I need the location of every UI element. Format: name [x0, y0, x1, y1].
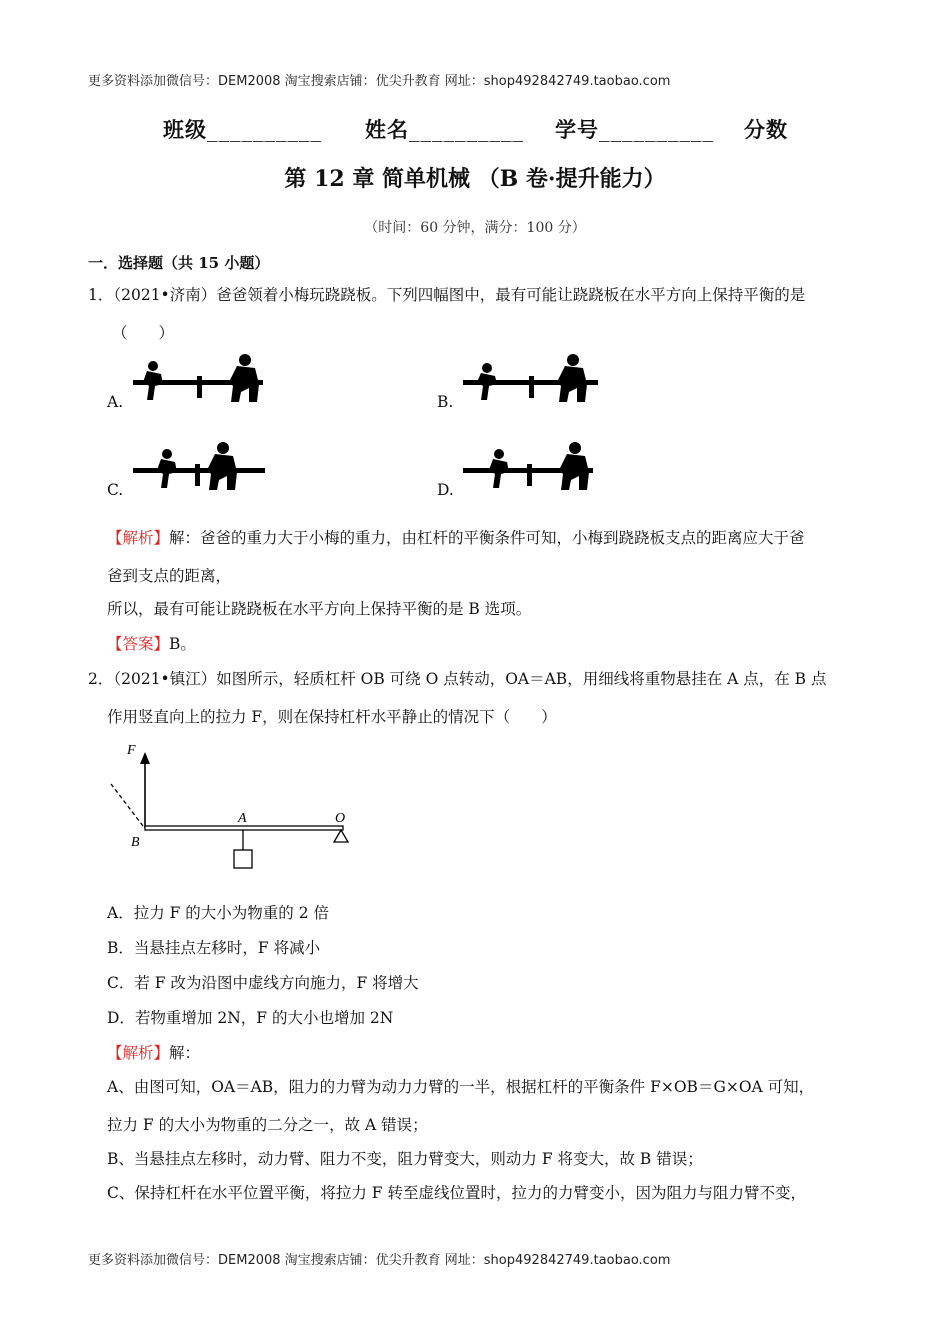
small-person-icon — [489, 449, 509, 488]
large-person-icon — [207, 442, 237, 490]
id-blank: __________ — [599, 118, 714, 142]
small-person-icon — [477, 363, 497, 400]
page-header: 更多资料添加微信号：DEM2008 淘宝搜索店铺：优尖升教育 网址：shop492842749.taobao.com — [88, 74, 671, 89]
q1-analysis-tag: 【解析】 — [107, 529, 170, 547]
seesaw-figure-d — [463, 440, 603, 495]
q1-analysis-line1 — [107, 531, 805, 547]
q1-analysis-line3: 所以，最有可能让跷跷板在水平方向上保持平衡的是 B 选项。 — [107, 600, 532, 618]
q2-option-c: C．若 F 改为沿图中虚线方向施力，F 将增大 — [107, 974, 419, 992]
name-field — [365, 114, 524, 144]
weight-box — [234, 850, 252, 868]
lever-bar — [145, 826, 343, 830]
dashed-force-line — [111, 784, 143, 826]
q1-analysis-text: 解：爸爸的重力大于小梅的重力，由杠杆的平衡条件可知，小梅到跷跷板支点的距离应大于爸 — [169, 529, 805, 547]
q1-option-b-label: B. — [437, 393, 454, 411]
q2-analysis-line4: C、保持杠杆在水平位置平衡，将拉力 F 转至虚线位置时，拉力的力臂变小，因为阻力与阻力臂不变， — [107, 1184, 806, 1202]
q2-analysis-line3: B、当悬挂点左移时，动力臂、阻力不变，阻力臂变大，则动力 F 将变大，故 B 错误； — [107, 1150, 703, 1168]
seesaw-figure-a — [133, 352, 268, 407]
q1-stem-line2: （ ） — [112, 324, 175, 342]
q1-option-a-label: A. — [107, 393, 124, 411]
arrow-up-icon — [140, 752, 150, 764]
large-person-icon — [557, 354, 587, 402]
q2-option-d: D．若物重增加 2N，F 的大小也增加 2N — [107, 1009, 394, 1027]
q1-answer-value: B。 — [169, 635, 196, 653]
page-subtitle: （时间：60 分钟，满分：100 分） — [364, 220, 586, 236]
large-person-icon — [229, 354, 259, 402]
q2-analysis-head — [107, 1046, 200, 1062]
label-b: B — [131, 835, 140, 850]
seesaw-figure-c — [133, 440, 268, 495]
small-person-icon — [143, 361, 163, 400]
q2-analysis-tag: 【解析】 — [107, 1044, 170, 1062]
page-title: 第 12 章 简单机械 （B 卷·提升能力） — [284, 166, 666, 192]
name-blank: __________ — [409, 118, 524, 142]
q2-analysis-line2: 拉力 F 的大小为物重的二分之一，故 A 错误； — [107, 1116, 428, 1134]
q2-option-b: B．当悬挂点左移时，F 将减小 — [107, 939, 321, 957]
q2-option-a: A．拉力 F 的大小为物重的 2 倍 — [107, 904, 330, 922]
score-label: 分数 — [744, 117, 788, 142]
q1-answer-tag: 【答案】 — [107, 635, 170, 653]
large-person-icon — [559, 442, 589, 490]
q1-option-c-label: C. — [107, 481, 124, 499]
label-a: A — [238, 811, 247, 826]
page-footer: 更多资料添加微信号：DEM2008 淘宝搜索店铺：优尖升教育 网址：shop492842749.taobao.com — [88, 1253, 671, 1268]
name-label: 姓名 — [365, 117, 409, 142]
q2-stem-line2: 作用竖直向上的拉力 F，则在保持杠杆水平静止的情况下（ ） — [107, 708, 557, 726]
label-o: O — [335, 811, 346, 826]
seesaw-figure-b — [463, 352, 603, 407]
id-label: 学号 — [555, 117, 599, 142]
q1-analysis-line2: 爸到支点的距离， — [107, 567, 232, 585]
id-field — [555, 114, 714, 144]
q2-analysis-head-text: 解： — [169, 1044, 201, 1062]
q2-analysis-line1: A、由图可知，OA＝AB，阻力的力臂为动力力臂的一半，根据杠杆的平衡条件 F×OB＝G×OA 可知， — [107, 1078, 815, 1096]
q1-option-d-label: D. — [437, 481, 454, 499]
class-label: 班级 — [163, 117, 207, 142]
small-person-icon — [157, 449, 177, 488]
q1-answer — [107, 637, 196, 653]
q2-stem-line1: 2．（2021•镇江）如图所示，轻质杠杆 OB 可绕 O 点转动，OA＝AB，用细线将重物悬挂在 A 点，在 B 点 — [88, 670, 827, 688]
class-blank: __________ — [207, 118, 322, 142]
lever-diagram — [105, 740, 355, 872]
fulcrum-icon — [334, 830, 348, 842]
q1-stem-line1: 1．（2021•济南）爸爸领着小梅玩跷跷板。下列四幅图中，最有可能让跷跷板在水平方向上保持平衡的是 — [88, 286, 806, 304]
section-heading: 一．选择题（共 15 小题） — [88, 254, 270, 272]
info-row — [163, 114, 322, 144]
label-f: F — [127, 743, 136, 758]
